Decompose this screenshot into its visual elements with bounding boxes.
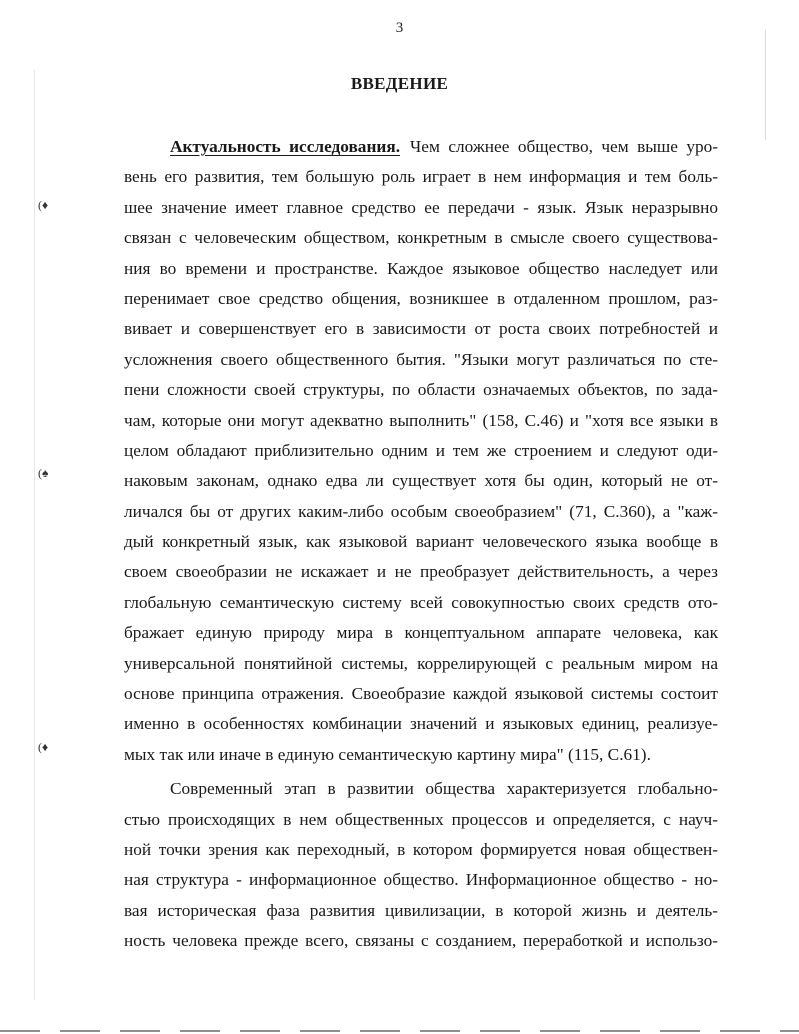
page-heading: ВВЕДЕНИЕ (350, 74, 449, 93)
paragraph-2-line: Современный этап в развитии общества характеризуется глобально- (170, 779, 718, 799)
paragraph-1-line: основе принципа отражения. Своеобразие каждой языковой системы состоит (124, 684, 718, 704)
paragraph-1-line: чам, которые они могут адекватно выполнить" (158, С.46) и "хотя все языки в (124, 410, 718, 430)
paragraph-1-line: глобальную семантическую систему всей совокупностью своих средств ото- (124, 592, 718, 612)
margin-mark-3: (♦ (38, 740, 49, 754)
paragraph-2-line: ность человека прежде всего, связаны с созданием, переработкой и использо- (124, 931, 718, 951)
paragraph-2-line: вая историческая фаза развития цивилизации, в которой жизнь и деятель- (124, 900, 718, 920)
margin-mark-1: (♦ (38, 198, 49, 212)
paragraph-1-line: универсальной понятийной системы, коррелирующей с реальным миром на (124, 653, 718, 673)
scan-artifact-right (765, 30, 766, 140)
paragraph-1-line: бражает единую природу мира в концептуальном аппарате человека, как (124, 623, 718, 643)
paragraph-1-line-1 (124, 132, 718, 162)
paragraph-1-line: ния во времени и пространстве. Каждое языковое общество наследует или (124, 258, 718, 278)
paragraph-1-line: перенимает свое средство общения, возникшее в отдаленном прошлом, раз- (124, 288, 718, 308)
scan-bottom-edge (0, 1030, 799, 1032)
paragraph-1-line: усложнения своего общественного бытия. "Языки могут различаться по сте- (124, 349, 718, 369)
margin-mark-2: (♠ (38, 466, 49, 480)
paragraph-1-line: своем своеобразии не искажает и не преобразует действительность, а через (124, 562, 718, 582)
page-number: 3 (395, 20, 404, 36)
paragraph-1-line: шее значение имеет главное средство ее передачи - язык. Язык неразрывно (124, 197, 718, 217)
paragraph-1-line: связан с человеческим обществом, конкретным в смысле своего существова- (124, 228, 718, 248)
paragraph-2-line: ная структура - информационное общество. Информационное общество - но- (124, 870, 718, 890)
paragraph-1-line-1-rest: Чем сложнее общество, чем выше уро- (410, 137, 718, 156)
paragraph-1-line: наковым законам, однако едва ли существует хотя бы один, который не от- (124, 471, 718, 491)
section-lead: Актуальность исследования. (170, 137, 401, 156)
scan-artifact-left (34, 70, 35, 1000)
paragraph-1-line: именно в особенностях комбинации значений и языковых единиц, реализуе- (124, 714, 718, 734)
paragraph-1-line: дый конкретный язык, как языковой вариант человеческого языка вообще в (124, 532, 718, 552)
paragraph-1-line: личался бы от других каким-либо особым своеобразием" (71, С.360), а "каж- (124, 501, 718, 521)
paragraph-1-line-last: мых так или иначе в единую семантическую картину мира" (115, С.61). (124, 744, 651, 764)
body-text (124, 132, 718, 957)
paragraph-2-line: стью происходящих в нем общественных процессов и определяется, с науч- (124, 809, 718, 829)
paragraph-1-line: вень его развития, тем большую роль играет в нем информация и тем боль- (124, 167, 718, 187)
paragraph-1-line: целом обладают приблизительно одним и тем же строением и следуют оди- (124, 440, 718, 460)
paragraph-1-line: пени сложности своей структуры, по области означаемых объектов, по зада- (124, 380, 718, 400)
paragraph-2-line: ной точки зрения как переходный, в котором формируется новая обществен- (124, 839, 718, 859)
paragraph-1-line: вивает и совершенствует его в зависимости от роста своих потребностей и (124, 319, 718, 339)
